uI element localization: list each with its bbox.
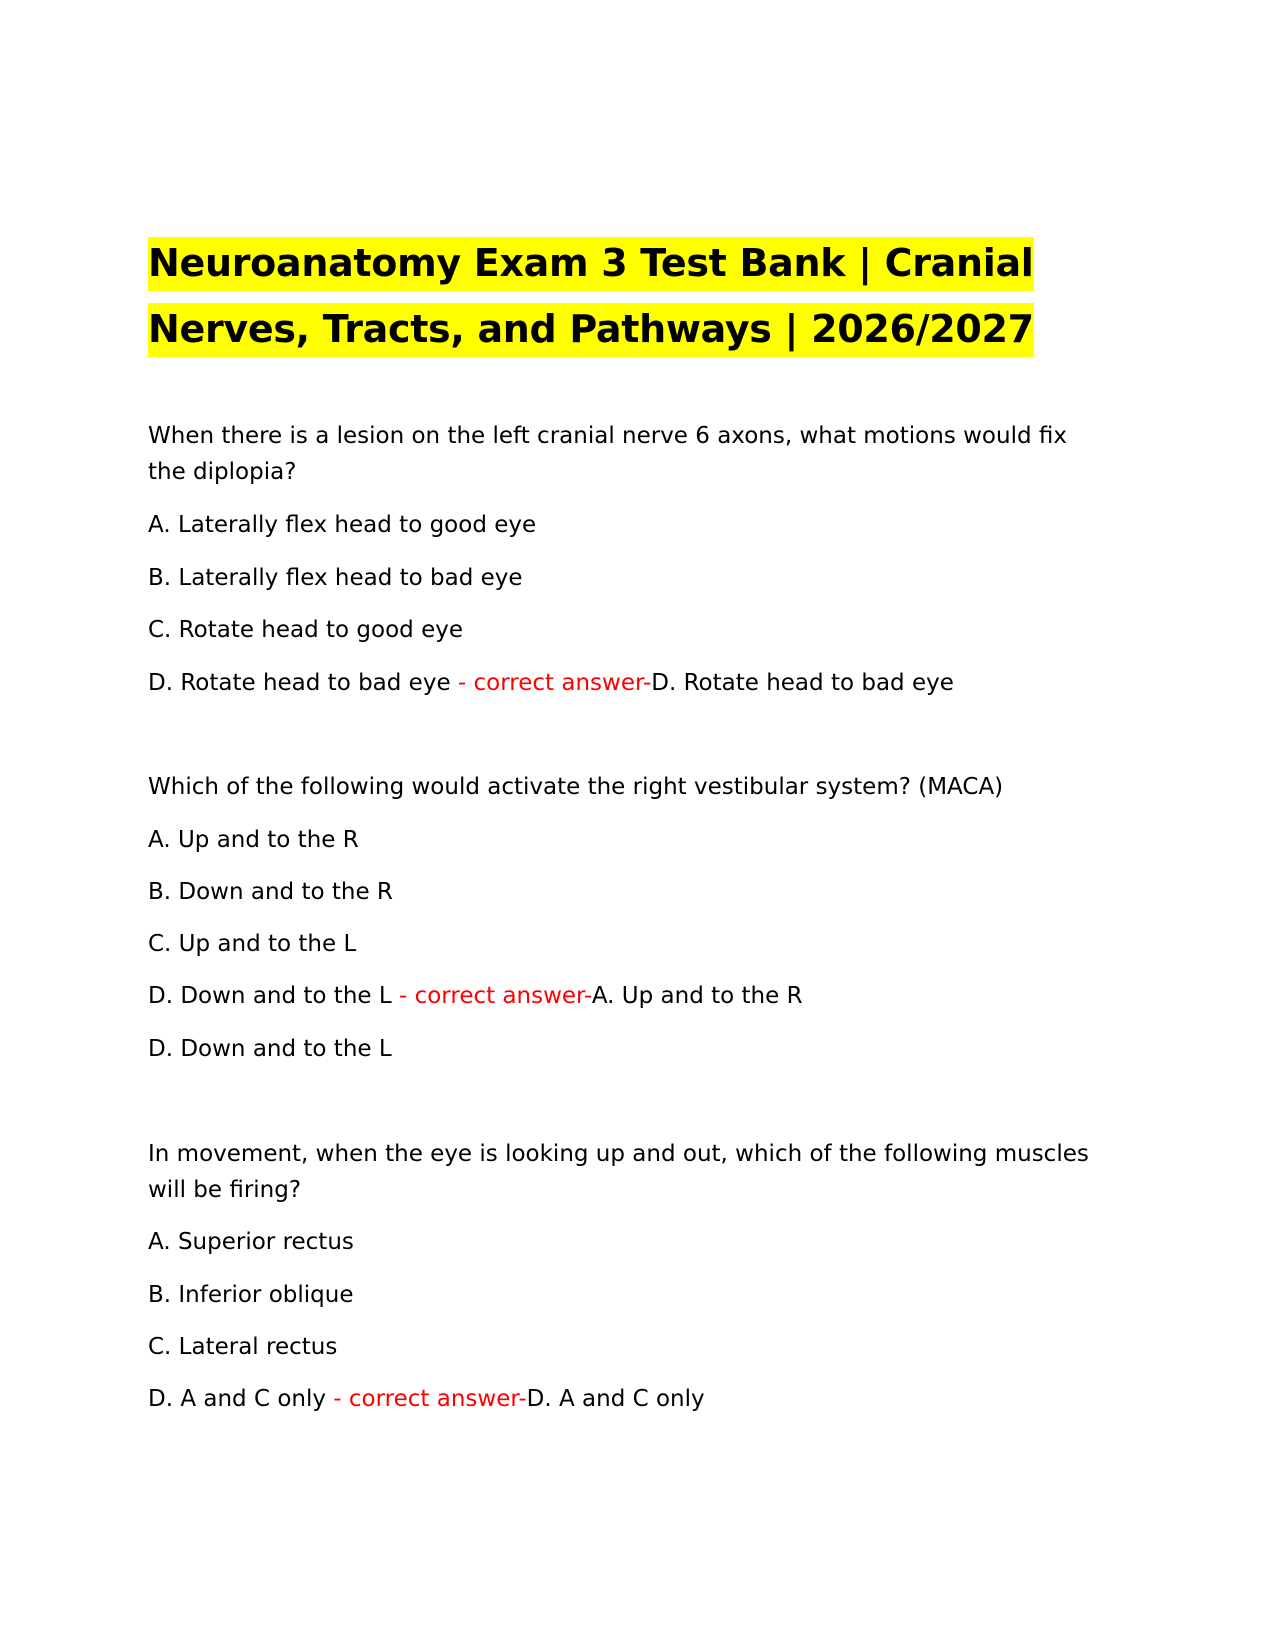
correct-answer-marker: - correct answer- bbox=[457, 670, 652, 696]
question-1-option-c: C. Rotate head to good eye bbox=[148, 617, 463, 643]
question-1-stem-line-1: When there is a lesion on the left cranial nerve 6 axons, what motions would fix bbox=[148, 423, 1067, 449]
question-3-option-b: B. Inferior oblique bbox=[148, 1282, 354, 1308]
question-3-option-a: A. Superior rectus bbox=[148, 1229, 354, 1255]
question-2-option-d-with-answer bbox=[148, 977, 803, 1015]
question-3-answer: D. A and C only bbox=[526, 1386, 705, 1412]
question-1-option-d: D. Rotate head to bad eye bbox=[148, 670, 451, 696]
question-3-stem-line-2: will be firing? bbox=[148, 1177, 302, 1203]
question-1-option-b: B. Laterally flex head to bad eye bbox=[148, 565, 523, 591]
question-2-answer-extra-line: D. Down and to the L bbox=[148, 1036, 392, 1062]
correct-answer-marker: - correct answer- bbox=[398, 983, 592, 1009]
question-2-option-c: C. Up and to the L bbox=[148, 931, 357, 957]
question-3-option-c: C. Lateral rectus bbox=[148, 1334, 338, 1360]
question-3-option-d: D. A and C only bbox=[148, 1386, 326, 1412]
question-2-stem-line-1: Which of the following would activate the right vestibular system? (MACA) bbox=[148, 774, 1004, 800]
question-1-answer: D. Rotate head to bad eye bbox=[651, 670, 954, 696]
title-line-1: Neuroanatomy Exam 3 Test Bank | Cranial bbox=[148, 237, 1034, 291]
question-3-stem-line-1: In movement, when the eye is looking up and out, which of the following muscles bbox=[148, 1141, 1089, 1167]
question-2-answer: A. Up and to the R bbox=[591, 983, 803, 1009]
question-2-option-b: B. Down and to the R bbox=[148, 879, 393, 905]
question-2-option-d: D. Down and to the L bbox=[148, 983, 392, 1009]
question-2-option-a: A. Up and to the R bbox=[148, 827, 359, 853]
correct-answer-marker: - correct answer- bbox=[333, 1386, 527, 1412]
question-1-option-d-with-answer bbox=[148, 664, 954, 702]
question-3-option-d-with-answer bbox=[148, 1380, 705, 1418]
question-1-stem-line-2: the diplopia? bbox=[148, 459, 297, 485]
question-1-option-a: A. Laterally flex head to good eye bbox=[148, 512, 537, 538]
document-title bbox=[148, 230, 1148, 362]
title-line-2: Nerves, Tracts, and Pathways | 2026/2027 bbox=[148, 303, 1034, 357]
